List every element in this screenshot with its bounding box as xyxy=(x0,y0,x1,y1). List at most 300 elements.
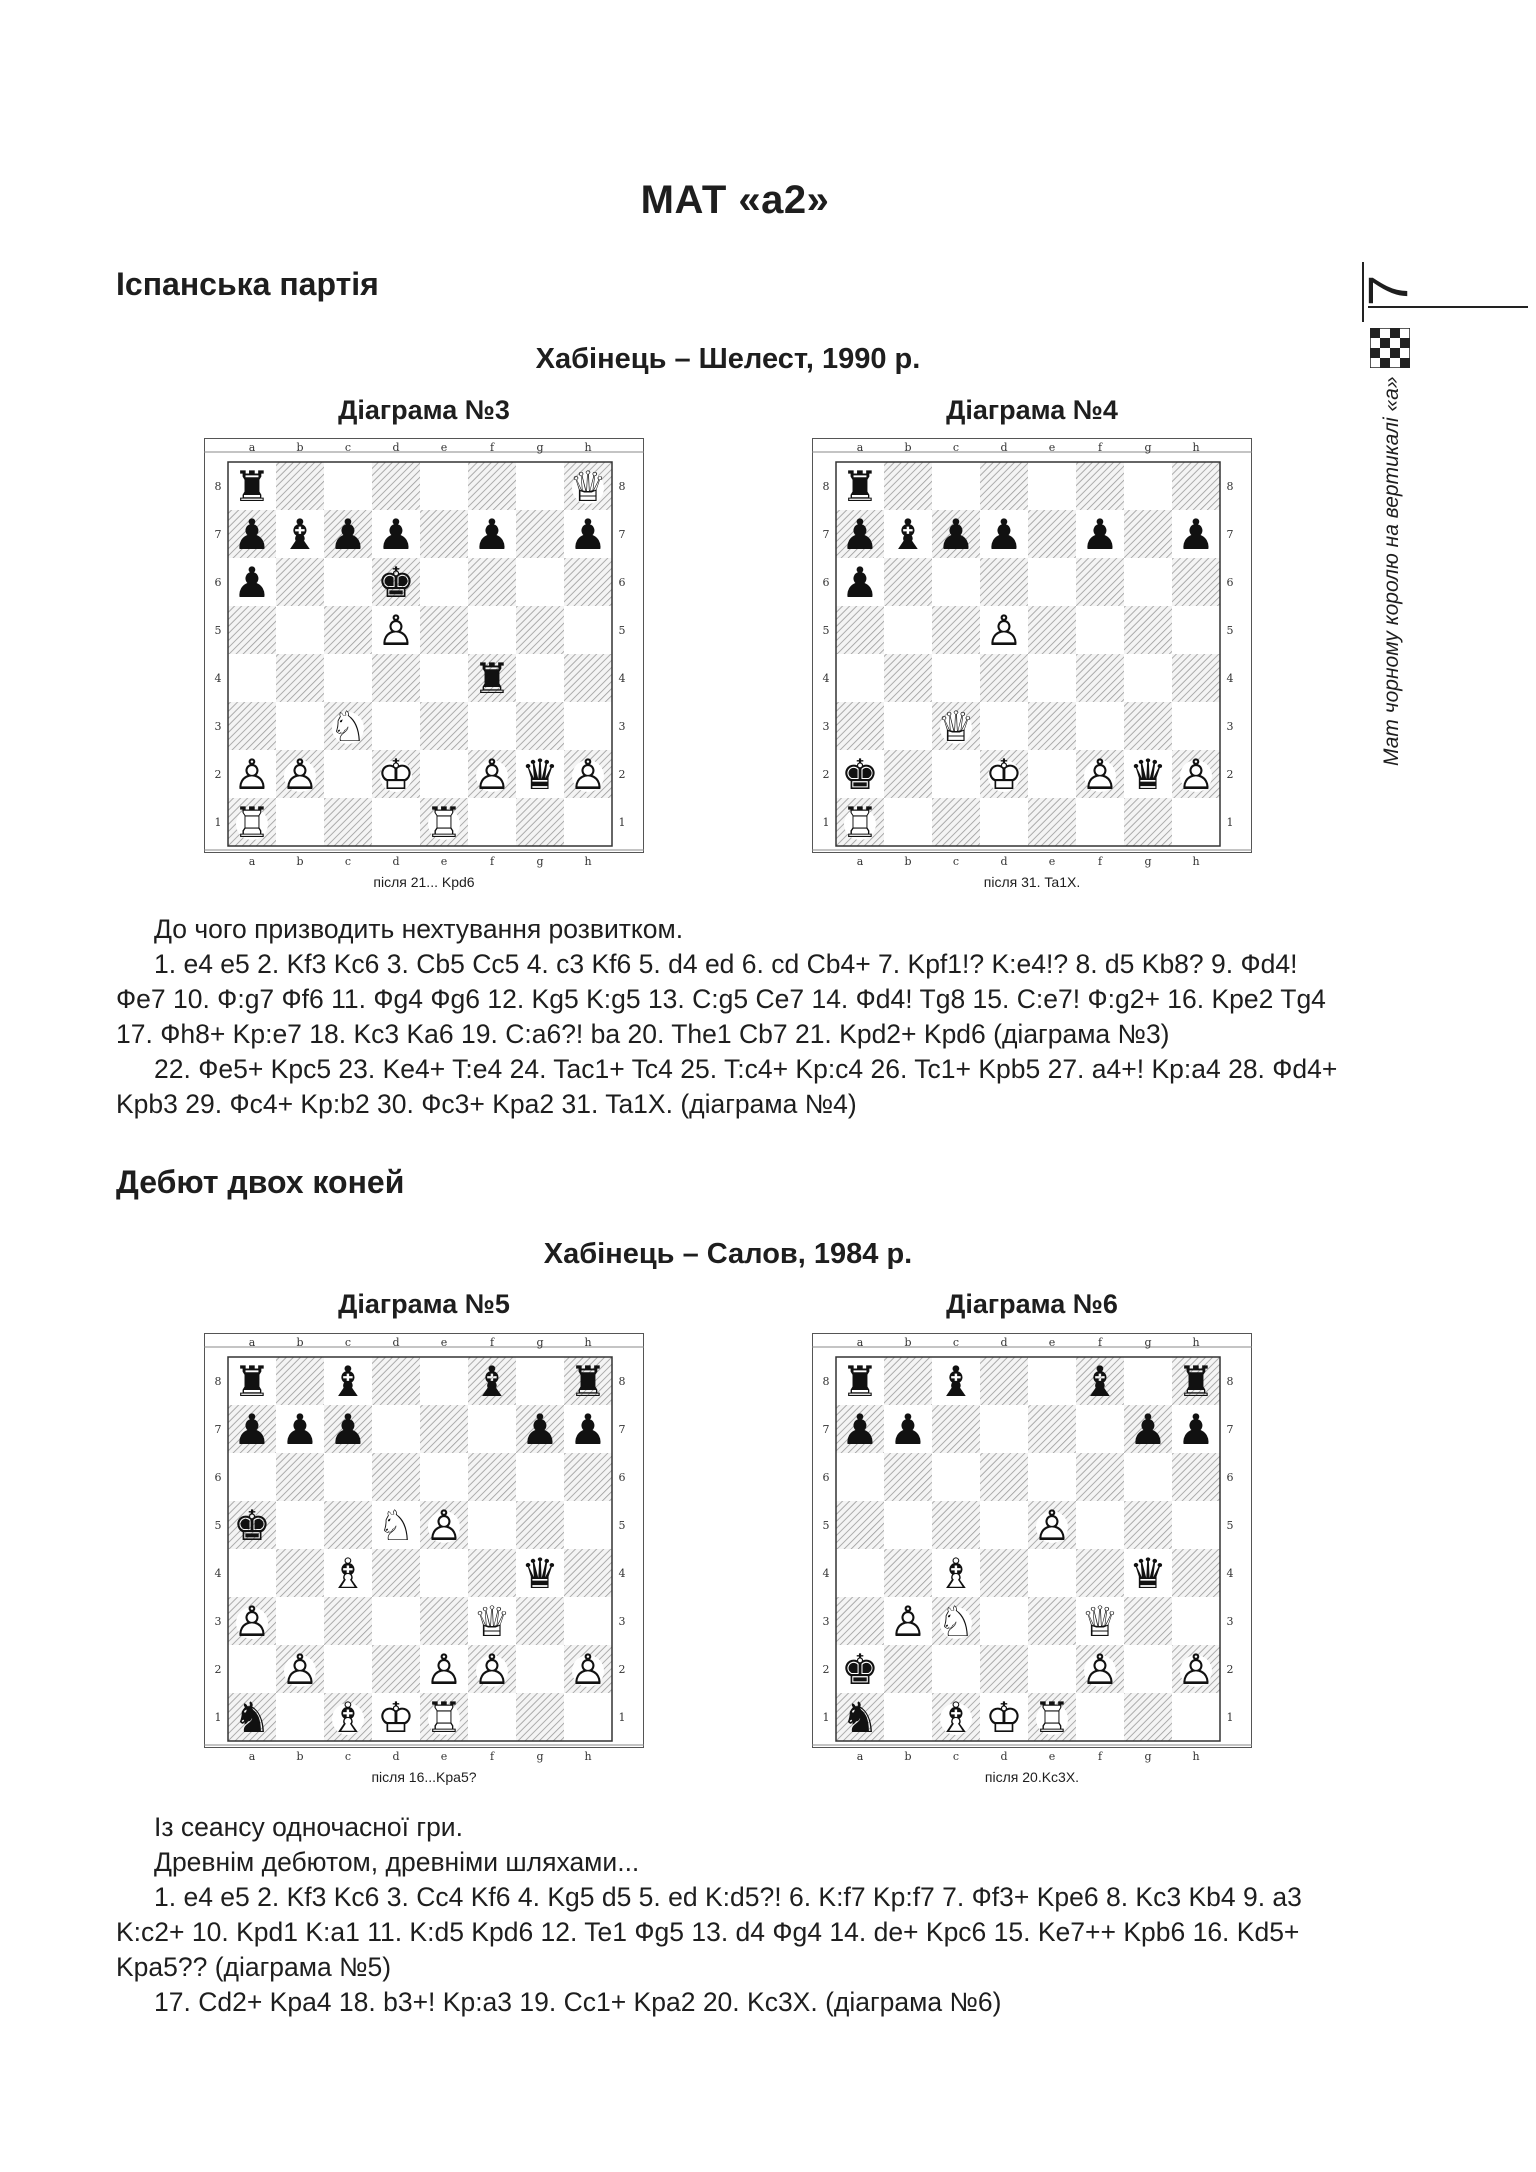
square-b6 xyxy=(276,558,324,606)
page-title: МАТ «а2» xyxy=(640,178,830,222)
rank-label: 7 xyxy=(1226,1423,1234,1436)
black-king-d6: ♚ xyxy=(377,558,415,607)
square-g5 xyxy=(516,1501,564,1549)
square-c4 xyxy=(324,654,372,702)
rank-label: 1 xyxy=(618,1711,626,1724)
file-label: c xyxy=(952,441,960,454)
square-f6 xyxy=(1076,558,1124,606)
square-e8 xyxy=(1028,1357,1076,1405)
square-h1 xyxy=(1172,798,1220,846)
square-d3 xyxy=(980,1597,1028,1645)
paragraph: Древнім дебютом, древніми шляхами... xyxy=(154,1847,640,1877)
game-title-2: Хабінець – Салов, 1984 р. xyxy=(543,1238,913,1270)
square-g1 xyxy=(1124,1693,1172,1741)
square-d4 xyxy=(372,1549,420,1597)
file-label: g xyxy=(1144,1336,1152,1349)
rank-label: 8 xyxy=(822,1375,830,1388)
file-label: a xyxy=(856,441,864,454)
black-pawn-a6: ♟ xyxy=(841,558,879,607)
white-queen-f3: ♕ xyxy=(473,1597,511,1646)
diagram-title-6: Діаграма №6 xyxy=(946,1289,1118,1319)
file-label: h xyxy=(584,1336,592,1349)
square-f5 xyxy=(1076,1501,1124,1549)
rank-label: 7 xyxy=(822,528,830,541)
white-pawn-d5: ♙ xyxy=(377,606,415,655)
rank-label: 7 xyxy=(822,1423,830,1436)
square-f8 xyxy=(468,462,516,510)
rank-label: 2 xyxy=(1226,768,1234,781)
rank-label: 1 xyxy=(1226,1711,1234,1724)
rank-label: 6 xyxy=(618,1471,626,1484)
square-c3 xyxy=(324,1597,372,1645)
square-a5 xyxy=(836,606,884,654)
rank-label: 3 xyxy=(822,1615,830,1628)
paragraph: 22. Фe5+ Kpc5 23. Ke4+ T:e4 24. Tac1+ Tc4 25. T:c4+ Kp:c4 26. Tc1+ Kpb5 27. a4+! Kp:a4 28. Фd4+ Kpb3 29. Фc4+ Kp:b2 30. Фc3+ Kpa2 31. Ta1X. (діаграма №4) xyxy=(116,1054,1338,1119)
square-b1 xyxy=(276,798,324,846)
file-label: d xyxy=(392,855,400,868)
square-b8 xyxy=(276,462,324,510)
square-c5 xyxy=(932,606,980,654)
black-pawn-d7: ♟ xyxy=(985,510,1023,559)
file-label: a xyxy=(248,1750,256,1763)
square-f7 xyxy=(1076,1405,1124,1453)
square-f3 xyxy=(1076,702,1124,750)
square-f4 xyxy=(468,1549,516,1597)
square-g6 xyxy=(516,558,564,606)
rank-label: 5 xyxy=(1226,1519,1234,1532)
black-pawn-a7: ♟ xyxy=(233,510,271,559)
white-rook-a1: ♖ xyxy=(841,798,879,847)
file-label: b xyxy=(904,441,912,454)
square-c5 xyxy=(324,1501,372,1549)
rank-label: 6 xyxy=(618,576,626,589)
square-e7 xyxy=(420,510,468,558)
square-c1 xyxy=(932,798,980,846)
square-g3 xyxy=(516,1597,564,1645)
board-svg xyxy=(204,438,644,872)
chess-diagram-5 xyxy=(204,1333,644,1785)
white-pawn-f2: ♙ xyxy=(473,750,511,799)
white-knight-c3: ♘ xyxy=(329,702,367,751)
square-d8 xyxy=(980,462,1028,510)
square-a3 xyxy=(228,702,276,750)
square-b3 xyxy=(276,1597,324,1645)
rank-label: 6 xyxy=(822,576,830,589)
black-bishop-c8: ♝ xyxy=(937,1357,975,1406)
square-c2 xyxy=(324,1645,372,1693)
black-pawn-c7: ♟ xyxy=(329,1405,367,1454)
square-f4 xyxy=(1076,654,1124,702)
black-pawn-a7: ♟ xyxy=(841,510,879,559)
square-e4 xyxy=(420,1549,468,1597)
square-h3 xyxy=(1172,702,1220,750)
file-label: h xyxy=(1192,1336,1200,1349)
file-label: a xyxy=(248,441,256,454)
square-b8 xyxy=(276,1357,324,1405)
black-pawn-a7: ♟ xyxy=(233,1405,271,1454)
square-d7 xyxy=(372,1405,420,1453)
diagram-caption: після 31. Ta1X. xyxy=(983,874,1081,890)
page-number: 7 xyxy=(1356,274,1420,307)
square-g1 xyxy=(516,1693,564,1741)
black-rook-a8: ♜ xyxy=(233,1357,271,1406)
file-label: h xyxy=(1192,1750,1200,1763)
square-f5 xyxy=(468,606,516,654)
file-label: a xyxy=(248,1336,256,1349)
square-g5 xyxy=(1124,606,1172,654)
square-e4 xyxy=(1028,654,1076,702)
square-b3 xyxy=(884,702,932,750)
square-g3 xyxy=(516,702,564,750)
square-b5 xyxy=(884,606,932,654)
file-label: d xyxy=(392,1750,400,1763)
rank-label: 4 xyxy=(618,672,626,685)
rank-label: 7 xyxy=(618,1423,626,1436)
black-queen-g2: ♛ xyxy=(521,750,559,799)
black-rook-a8: ♜ xyxy=(841,462,879,511)
square-f1 xyxy=(468,798,516,846)
file-label: g xyxy=(536,441,544,454)
rank-label: 2 xyxy=(214,1663,222,1676)
rank-label: 2 xyxy=(618,768,626,781)
square-h5 xyxy=(564,1501,612,1549)
square-f6 xyxy=(468,1453,516,1501)
square-e8 xyxy=(420,462,468,510)
square-h3 xyxy=(1172,1597,1220,1645)
rank-label: 8 xyxy=(822,480,830,493)
board-svg xyxy=(204,1333,644,1767)
file-label: f xyxy=(1097,1750,1103,1763)
black-pawn-a7: ♟ xyxy=(841,1405,879,1454)
file-label: b xyxy=(904,855,912,868)
square-c6 xyxy=(932,1453,980,1501)
rank-label: 4 xyxy=(214,672,222,685)
white-pawn-h2: ♙ xyxy=(1177,1645,1215,1694)
file-label: b xyxy=(296,1336,304,1349)
square-e8 xyxy=(420,1357,468,1405)
square-b8 xyxy=(884,1357,932,1405)
diagram-caption: після 16...Kpa5? xyxy=(371,1769,477,1785)
rank-label: 6 xyxy=(214,1471,222,1484)
square-f1 xyxy=(1076,1693,1124,1741)
board-svg xyxy=(812,1333,1252,1767)
file-label: h xyxy=(584,441,592,454)
square-h6 xyxy=(1172,558,1220,606)
rank-label: 1 xyxy=(822,1711,830,1724)
black-pawn-c7: ♟ xyxy=(937,510,975,559)
square-g2 xyxy=(1124,1645,1172,1693)
file-label: d xyxy=(1000,1750,1008,1763)
rank-label: 4 xyxy=(1226,672,1234,685)
square-h5 xyxy=(564,606,612,654)
square-a4 xyxy=(836,654,884,702)
square-e5 xyxy=(1028,606,1076,654)
black-pawn-a6: ♟ xyxy=(233,558,271,607)
file-label: e xyxy=(440,441,448,454)
square-a5 xyxy=(836,1501,884,1549)
file-label: e xyxy=(1048,1750,1056,1763)
square-f5 xyxy=(1076,606,1124,654)
square-a4 xyxy=(836,1549,884,1597)
square-f8 xyxy=(1076,462,1124,510)
square-d3 xyxy=(980,702,1028,750)
paragraph: 17. Cd2+ Kpa4 18. b3+! Kp:a3 19. Cc1+ Kpa2 20. Kc3X. (діаграма №6) xyxy=(154,1987,1002,2017)
square-e6 xyxy=(420,558,468,606)
rank-label: 6 xyxy=(1226,1471,1234,1484)
black-pawn-h7: ♟ xyxy=(569,510,607,559)
square-g8 xyxy=(516,1357,564,1405)
rank-label: 6 xyxy=(1226,576,1234,589)
square-c6 xyxy=(324,558,372,606)
rank-label: 5 xyxy=(1226,624,1234,637)
white-queen-c3: ♕ xyxy=(937,702,975,751)
white-pawn-h2: ♙ xyxy=(569,1645,607,1694)
square-e6 xyxy=(420,1453,468,1501)
square-g2 xyxy=(516,1645,564,1693)
white-pawn-a2: ♙ xyxy=(233,750,271,799)
square-d6 xyxy=(372,1453,420,1501)
file-label: b xyxy=(296,441,304,454)
black-pawn-g7: ♟ xyxy=(521,1405,559,1454)
diagram-title-4: Діаграма №4 xyxy=(946,395,1118,425)
file-label: e xyxy=(1048,855,1056,868)
square-b2 xyxy=(884,750,932,798)
square-c2 xyxy=(932,1645,980,1693)
black-bishop-f8: ♝ xyxy=(473,1357,511,1406)
rank-label: 3 xyxy=(214,1615,222,1628)
file-label: h xyxy=(584,855,592,868)
rank-label: 7 xyxy=(1226,528,1234,541)
square-e5 xyxy=(420,606,468,654)
rank-label: 3 xyxy=(618,720,626,733)
section-heading-2: Дебют двох коней xyxy=(116,1164,405,1200)
rank-label: 5 xyxy=(822,1519,830,1532)
black-rook-a8: ♜ xyxy=(841,1357,879,1406)
white-king-d1: ♔ xyxy=(377,1693,415,1742)
black-bishop-b7: ♝ xyxy=(889,510,927,559)
diagram-title-3: Діаграма №3 xyxy=(338,395,510,425)
file-label: c xyxy=(952,855,960,868)
rank-label: 8 xyxy=(1226,1375,1234,1388)
white-rook-e1: ♖ xyxy=(425,1693,463,1742)
rank-label: 7 xyxy=(214,1423,222,1436)
white-pawn-b3: ♙ xyxy=(889,1597,927,1646)
black-rook-a8: ♜ xyxy=(233,462,271,511)
square-e2 xyxy=(420,750,468,798)
black-rook-h8: ♜ xyxy=(569,1357,607,1406)
rank-label: 4 xyxy=(822,1567,830,1580)
black-knight-a1: ♞ xyxy=(841,1693,879,1742)
square-d3 xyxy=(372,1597,420,1645)
black-bishop-f8: ♝ xyxy=(1081,1357,1119,1406)
square-e3 xyxy=(420,1597,468,1645)
square-b1 xyxy=(276,1693,324,1741)
file-label: f xyxy=(1097,441,1103,454)
file-label: c xyxy=(344,441,352,454)
white-pawn-h2: ♙ xyxy=(1177,750,1215,799)
white-queen-f3: ♕ xyxy=(1081,1597,1119,1646)
square-c2 xyxy=(324,750,372,798)
square-d8 xyxy=(980,1357,1028,1405)
square-h6 xyxy=(564,558,612,606)
square-h3 xyxy=(564,1597,612,1645)
square-f6 xyxy=(1076,1453,1124,1501)
square-g6 xyxy=(1124,558,1172,606)
file-label: b xyxy=(296,1750,304,1763)
rank-label: 8 xyxy=(618,1375,626,1388)
square-e2 xyxy=(1028,1645,1076,1693)
square-e7 xyxy=(420,1405,468,1453)
paragraph: Із сеансу одночасної гри. xyxy=(154,1812,463,1842)
square-a6 xyxy=(836,1453,884,1501)
white-rook-e1: ♖ xyxy=(425,798,463,847)
black-king-a2: ♚ xyxy=(841,1645,879,1694)
square-g4 xyxy=(516,654,564,702)
file-label: f xyxy=(489,1336,495,1349)
white-king-d1: ♔ xyxy=(985,1693,1023,1742)
diagram-caption: після 20.Kc3X. xyxy=(984,1769,1080,1785)
black-pawn-f7: ♟ xyxy=(1081,510,1119,559)
square-b5 xyxy=(276,1501,324,1549)
white-bishop-c1: ♗ xyxy=(329,1693,367,1742)
file-label: b xyxy=(904,1750,912,1763)
square-g3 xyxy=(1124,1597,1172,1645)
white-pawn-b2: ♙ xyxy=(281,750,319,799)
square-f6 xyxy=(468,558,516,606)
white-pawn-d5: ♙ xyxy=(985,606,1023,655)
file-label: c xyxy=(952,1336,960,1349)
black-pawn-d7: ♟ xyxy=(377,510,415,559)
square-a5 xyxy=(228,606,276,654)
square-b4 xyxy=(276,1549,324,1597)
square-g4 xyxy=(1124,654,1172,702)
square-e4 xyxy=(1028,1549,1076,1597)
file-label: e xyxy=(440,855,448,868)
file-label: a xyxy=(856,1336,864,1349)
game-title-1: Хабінець – Шелест, 1990 р. xyxy=(535,343,921,375)
rank-label: 3 xyxy=(1226,720,1234,733)
chess-diagram-6 xyxy=(812,1333,1252,1785)
black-bishop-c8: ♝ xyxy=(329,1357,367,1406)
square-c1 xyxy=(324,798,372,846)
rank-label: 2 xyxy=(822,1663,830,1676)
square-b6 xyxy=(884,558,932,606)
section-text-2 xyxy=(116,1810,1340,2020)
rank-label: 8 xyxy=(618,480,626,493)
square-b5 xyxy=(884,1501,932,1549)
file-label: c xyxy=(344,1336,352,1349)
square-f1 xyxy=(1076,798,1124,846)
file-label: d xyxy=(1000,441,1008,454)
square-d1 xyxy=(980,798,1028,846)
square-c5 xyxy=(932,1501,980,1549)
white-pawn-f2: ♙ xyxy=(1081,750,1119,799)
square-c6 xyxy=(932,558,980,606)
square-b4 xyxy=(276,654,324,702)
file-label: e xyxy=(440,1750,448,1763)
section-heading-1: Іспанська партія xyxy=(116,266,379,302)
file-label: e xyxy=(1048,441,1056,454)
file-label: h xyxy=(1192,441,1200,454)
square-d7 xyxy=(980,1405,1028,1453)
square-h4 xyxy=(564,1549,612,1597)
white-king-d2: ♔ xyxy=(377,750,415,799)
file-label: d xyxy=(392,1336,400,1349)
rank-label: 8 xyxy=(1226,480,1234,493)
black-knight-a1: ♞ xyxy=(233,1693,271,1742)
square-h4 xyxy=(1172,654,1220,702)
black-king-a2: ♚ xyxy=(841,750,879,799)
black-king-a5: ♚ xyxy=(233,1501,271,1550)
square-e7 xyxy=(1028,510,1076,558)
white-king-d2: ♔ xyxy=(985,750,1023,799)
white-bishop-c4: ♗ xyxy=(329,1549,367,1598)
square-b4 xyxy=(884,1549,932,1597)
white-pawn-f2: ♙ xyxy=(473,1645,511,1694)
square-h4 xyxy=(1172,1549,1220,1597)
square-h5 xyxy=(1172,1501,1220,1549)
file-label: g xyxy=(536,855,544,868)
square-b6 xyxy=(884,1453,932,1501)
square-d5 xyxy=(980,1501,1028,1549)
rank-label: 1 xyxy=(1226,816,1234,829)
square-h5 xyxy=(1172,606,1220,654)
square-e1 xyxy=(1028,798,1076,846)
square-h1 xyxy=(564,1693,612,1741)
black-pawn-c7: ♟ xyxy=(329,510,367,559)
file-label: f xyxy=(1097,855,1103,868)
rank-label: 3 xyxy=(214,720,222,733)
paragraph: 1. e4 e5 2. Kf3 Kc6 3. Cc4 Kf6 4. Kg5 d5 5. ed K:d5?! 6. K:f7 Kp:f7 7. Фf3+ Kpe6 8. Kc3 Kb4 9. a3 K:c2+ 10. Kpd1 K:a1 11. K:d5 Kpd6 12. Te1 Фg5 13. d4 Фg4 14. de+ Kpc6 15. Ke7++ Kpb6 16. Kd5+ Kpa5?? (діаграма №5) xyxy=(116,1882,1302,1982)
square-c7 xyxy=(932,1405,980,1453)
square-f3 xyxy=(468,702,516,750)
square-d6 xyxy=(980,1453,1028,1501)
white-pawn-e5: ♙ xyxy=(1033,1501,1071,1550)
rank-label: 1 xyxy=(214,1711,222,1724)
square-e7 xyxy=(1028,1405,1076,1453)
white-pawn-a3: ♙ xyxy=(233,1597,271,1646)
file-label: f xyxy=(1097,1336,1103,1349)
square-c5 xyxy=(324,606,372,654)
square-d3 xyxy=(372,702,420,750)
square-d2 xyxy=(372,1645,420,1693)
square-e3 xyxy=(1028,1597,1076,1645)
square-g8 xyxy=(1124,1357,1172,1405)
black-pawn-h7: ♟ xyxy=(1177,1405,1215,1454)
file-label: h xyxy=(584,1750,592,1763)
rank-label: 2 xyxy=(822,768,830,781)
black-pawn-h7: ♟ xyxy=(569,1405,607,1454)
file-label: d xyxy=(1000,1336,1008,1349)
square-h1 xyxy=(564,798,612,846)
file-label: g xyxy=(1144,1750,1152,1763)
rank-label: 1 xyxy=(822,816,830,829)
white-rook-e1: ♖ xyxy=(1033,1693,1071,1742)
square-d2 xyxy=(980,1645,1028,1693)
white-pawn-b2: ♙ xyxy=(281,1645,319,1694)
square-g5 xyxy=(516,606,564,654)
rank-label: 8 xyxy=(214,480,222,493)
square-e3 xyxy=(420,702,468,750)
black-queen-g4: ♛ xyxy=(1129,1549,1167,1598)
white-pawn-e5: ♙ xyxy=(425,1501,463,1550)
square-g8 xyxy=(516,462,564,510)
square-b5 xyxy=(276,606,324,654)
file-label: g xyxy=(1144,441,1152,454)
file-label: a xyxy=(856,1750,864,1763)
white-bishop-c4: ♗ xyxy=(937,1549,975,1598)
square-f1 xyxy=(468,1693,516,1741)
